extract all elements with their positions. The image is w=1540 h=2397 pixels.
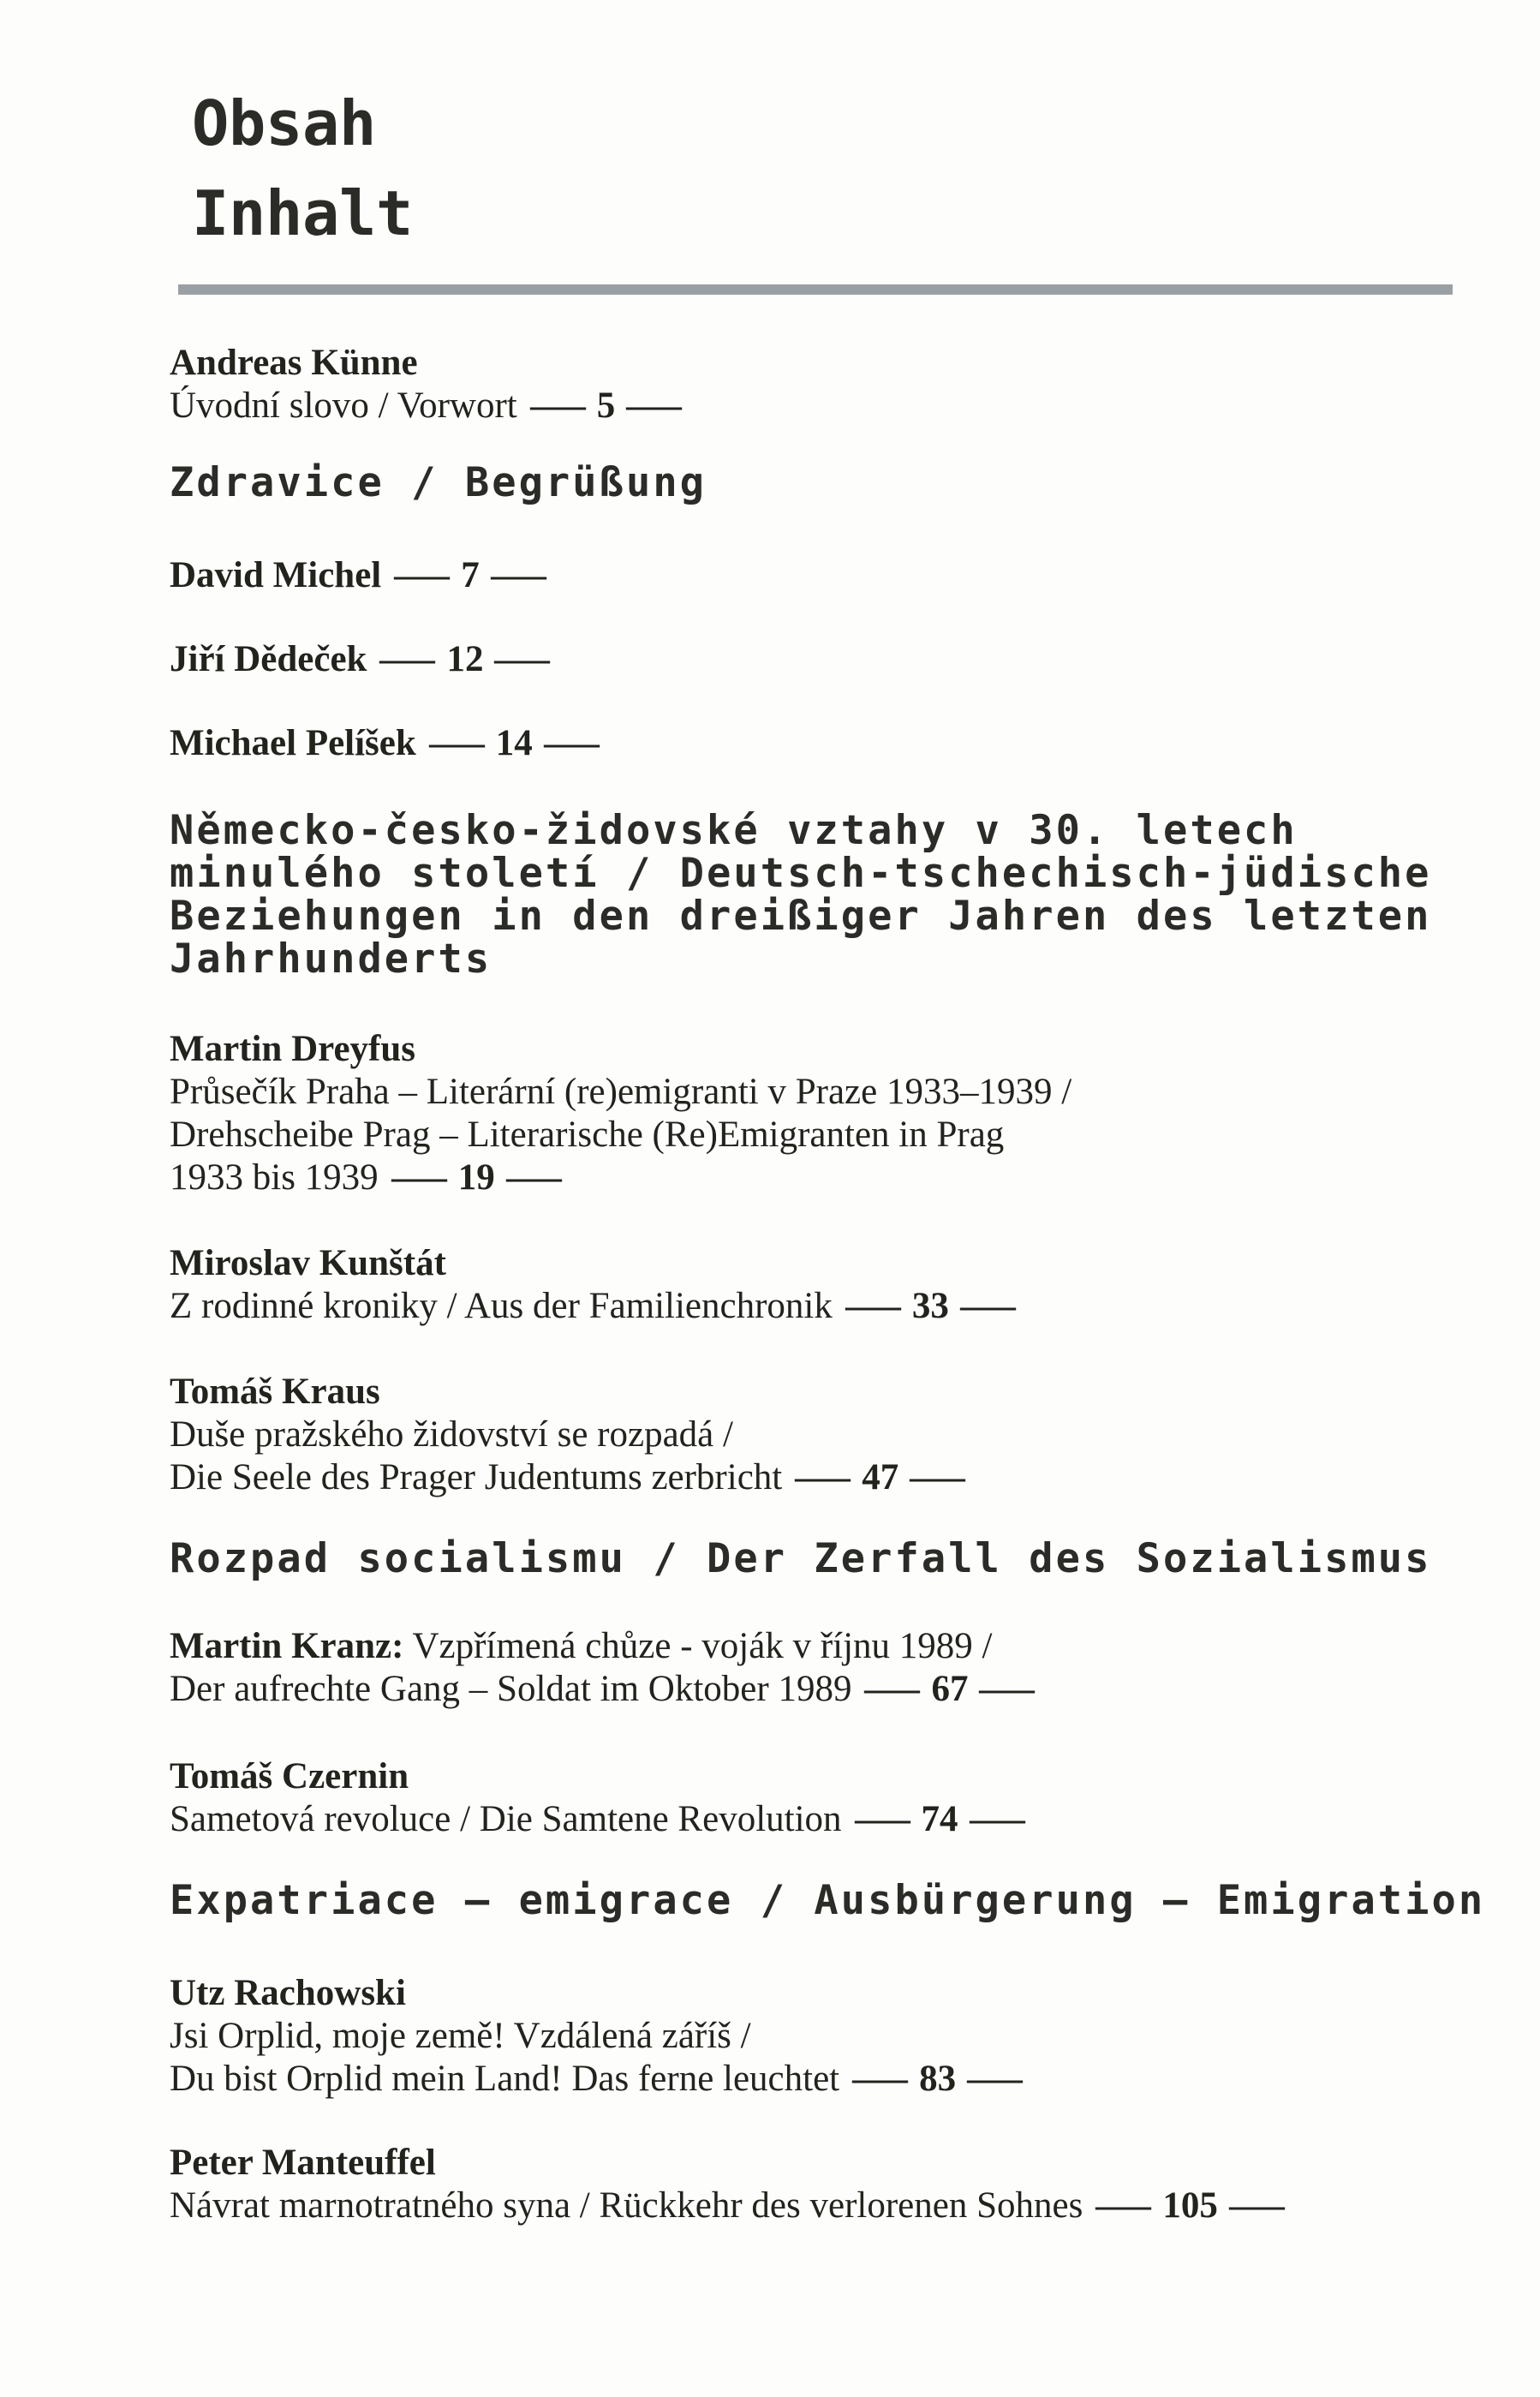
author-name: Michael Pelíšek [170,723,416,763]
author-name: Tomáš Czernin [170,1756,409,1796]
page-dash: — [530,386,586,426]
author-name: Peter Manteuffel [170,2143,436,2183]
page-dash: — [490,555,546,595]
page-ref [379,639,551,679]
entry-title: Die Seele des Prager Judentums zerbricht [170,1457,783,1497]
entry-title: Úvodní slovo / Vorwort [170,386,517,426]
entry-line [170,1625,1497,1668]
toc-entry-pelisek [170,722,1497,765]
entry-line [170,1456,1497,1499]
page-dash: — [910,1457,965,1497]
page-ref [1095,2185,1285,2226]
page-title-czech: Obsah [192,87,376,159]
section-line: Jahrhunderts [170,935,492,983]
page-dash: — [505,1157,562,1198]
entry-line: Jsi Orplid, moje země! Vzdálená záříš / [170,2016,751,2056]
entry-line [170,554,1497,597]
author-name: David Michel [170,555,382,595]
entry-title: Z rodinné kroniky / Aus der Familienchronik [170,1286,833,1326]
page-ref [394,555,546,595]
page-dash: — [1095,2185,1152,2226]
entry-line: Drehscheibe Prag – Literarische (Re)Emigranten in Prag [170,1115,1005,1155]
page-number: 105 [1162,2185,1218,2226]
author-name: Martin Dreyfus [170,1029,416,1069]
entry-title: Vzpřímená chůze - voják v říjnu 1989 / [412,1626,993,1666]
author-name: Miroslav Kunštát [170,1243,446,1283]
page-dash: — [979,1669,1036,1709]
entry-title: Návrat marnotratného syna / Rückkehr des verlorenen Sohnes [170,2185,1083,2226]
page-ref [530,386,682,426]
author-name: Martin Kranz: [170,1626,404,1666]
page-dash: — [854,1799,910,1839]
page-number: 74 [921,1799,958,1839]
page-number: 12 [446,639,484,679]
entry-line [170,2058,1497,2101]
entry-line [170,1668,1497,1711]
page-number: 67 [931,1669,969,1709]
toc-entry-rachowski [170,1972,1497,2101]
page-dash: — [845,1286,901,1326]
entry-line [170,1157,1497,1199]
page-ref [391,1157,562,1198]
page-number: 14 [495,723,533,763]
page-dash: — [864,1669,921,1709]
page-ref [845,1286,1016,1326]
toc-entry-kunstat [170,1242,1497,1328]
entry-line: Průsečík Praha – Literární (re)emigranti v Praze 1933–1939 / [170,1072,1072,1112]
page-number: 5 [596,386,616,426]
page-dash: — [969,1799,1025,1839]
page-ref [864,1669,1036,1709]
page-title-german: Inhalt [192,177,413,249]
toc-entry-dedecek [170,638,1497,681]
section-line: Německo-česko-židovské vztahy v 30. letech [170,807,1298,854]
page-dash: — [391,1157,447,1198]
entry-title: Sametová revoluce / Die Samtene Revolution [170,1799,842,1839]
entry-line [170,1798,1497,1841]
entry-title: Du bist Orplid mein Land! Das ferne leuchtet [170,2059,840,2099]
entry-line [170,722,1497,765]
toc-entry-manteuffel [170,2142,1497,2227]
page-number: 33 [911,1286,949,1326]
entry-line [170,1285,1497,1328]
section-heading-rozpad: Rozpad socialismu / Der Zerfall des Sozialismus [170,1535,1432,1582]
entry-line [170,638,1497,681]
divider-rule [178,284,1453,295]
page-dash: — [494,639,551,679]
page-dash: — [626,386,682,426]
entry-line: Duše pražského židovství se rozpadá / [170,1414,733,1455]
page-dash: — [967,2059,1023,2099]
toc-entry-michel [170,554,1497,597]
section-line: minulého století / Deutsch-tschechisch-jüdische [170,850,1432,897]
page-number: 47 [862,1457,899,1497]
entry-line [170,2185,1497,2227]
section-line: Beziehungen in den dreißiger Jahren des letzten [170,893,1432,940]
author-name: Andreas Künne [170,343,418,383]
page-dash: — [544,723,600,763]
page-dash: — [1229,2185,1285,2226]
toc-entry-kranz [170,1625,1497,1711]
section-heading-nemecko [170,807,1497,983]
page-ref [795,1457,965,1497]
page-number: 7 [461,555,480,595]
entry-line [170,385,1497,427]
page-dash: — [795,1457,851,1497]
page-number: 83 [919,2059,957,2099]
section-heading-expatriace: Expatriace – emigrace / Ausbürgerung – Emigration [170,1877,1486,1924]
page-dash: — [852,2059,908,2099]
author-name: Jiří Dědeček [170,639,367,679]
section-heading-zdravice: Zdravice / Begrüßung [170,459,707,506]
entry-title: Der aufrechte Gang – Soldat im Oktober 1989 [170,1669,852,1709]
author-name: Utz Rachowski [170,1973,406,2013]
toc-entry-czernin [170,1755,1497,1841]
toc-entry-kraus [170,1371,1497,1499]
page-dash: — [394,555,450,595]
page-number: 19 [457,1157,495,1198]
page-title [192,79,1497,259]
entry-title: 1933 bis 1939 [170,1157,379,1198]
toc-entry-kunne [170,342,1497,427]
page-dash: — [960,1286,1016,1326]
author-name: Tomáš Kraus [170,1372,380,1412]
page-dash: — [429,723,485,763]
page-ref [852,2059,1023,2099]
page-dash: — [379,639,436,679]
page-ref [854,1799,1025,1839]
page-ref [429,723,600,763]
toc-entry-dreyfus [170,1028,1497,1199]
